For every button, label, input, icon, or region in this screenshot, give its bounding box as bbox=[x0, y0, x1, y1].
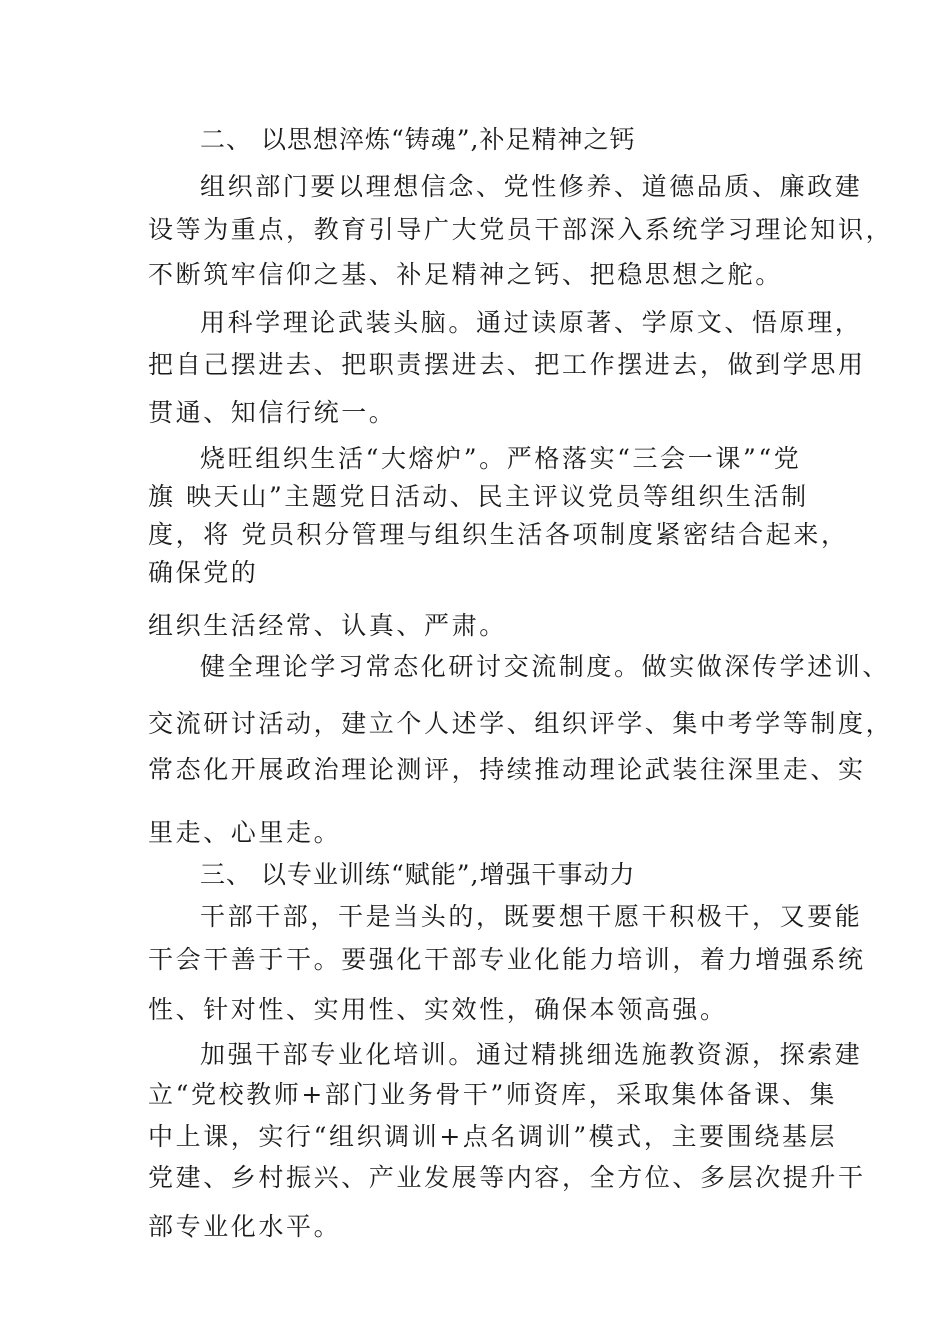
paragraph-line: 把自己摆进去、把职责摆进去、把工作摆进去，做到学思用 bbox=[148, 350, 866, 379]
paragraph-line: 部专业化水平。 bbox=[148, 1212, 342, 1241]
paragraph-line: 组织部门要以理想信念、党性修养、道德品质、廉政建 bbox=[200, 172, 863, 201]
paragraph-line: 交流研讨活动，建立个人述学、组织评学、集中考学等制度， bbox=[148, 709, 894, 738]
paragraph-line: 贯通、知信行统一。 bbox=[148, 398, 397, 427]
paragraph-line: 旗 映天山”主题党日活动、民主评议党员等组织生活制 bbox=[148, 482, 809, 511]
paragraph-line: 组织生活经常、认真、严肃。 bbox=[148, 611, 507, 640]
paragraph-line: 干部干部，干是当头的，既要想干愿干积极干，又要能 bbox=[200, 902, 863, 931]
paragraph-line: 性、针对性、实用性、实效性，确保本领高强。 bbox=[148, 995, 728, 1024]
paragraph-line: 里走、心里走。 bbox=[148, 818, 342, 847]
paragraph-line: 常态化开展政治理论测评，持续推动理论武装往深里走、实 bbox=[148, 755, 866, 784]
paragraph-line: 立“党校教师+部门业务骨干”师资库，采取集体备课、集 bbox=[148, 1080, 838, 1109]
paragraph-line: 度，将 党员积分管理与组织生活各项制度紧密结合起来， bbox=[148, 520, 849, 549]
paragraph-line: 不断筑牢信仰之基、补足精神之钙、把稳思想之舵。 bbox=[148, 260, 783, 289]
section-heading-3: 三、 以专业训练“赋能”,增强干事动力 bbox=[200, 860, 636, 889]
paragraph-line: 健全理论学习常态化研讨交流制度。做实做深传学述训、 bbox=[200, 652, 891, 681]
paragraph-line: 用科学理论武装头脑。通过读原著、学原文、悟原理， bbox=[200, 308, 863, 337]
paragraph-line: 中上课，实行“组织调训+点名调训”模式，主要围绕基层 bbox=[148, 1122, 838, 1151]
paragraph-line: 加强干部专业化培训。通过精挑细选施教资源，探索建 bbox=[200, 1040, 863, 1069]
paragraph-line: 确保党的 bbox=[148, 558, 259, 587]
paragraph-line: 设等为重点，教育引导广大党员干部深入系统学习理论知识， bbox=[148, 215, 894, 244]
paragraph-line: 干会干善于干。要强化干部专业化能力培训，着力增强系统 bbox=[148, 945, 866, 974]
paragraph-line: 党建、乡村振兴、产业发展等内容，全方位、多层次提升干 bbox=[148, 1163, 866, 1192]
section-heading-2: 二、 以思想淬炼“铸魂”,补足精神之钙 bbox=[200, 125, 636, 154]
paragraph-line: 烧旺组织生活“大熔炉”。严格落实“三会一课”“党 bbox=[200, 444, 802, 473]
